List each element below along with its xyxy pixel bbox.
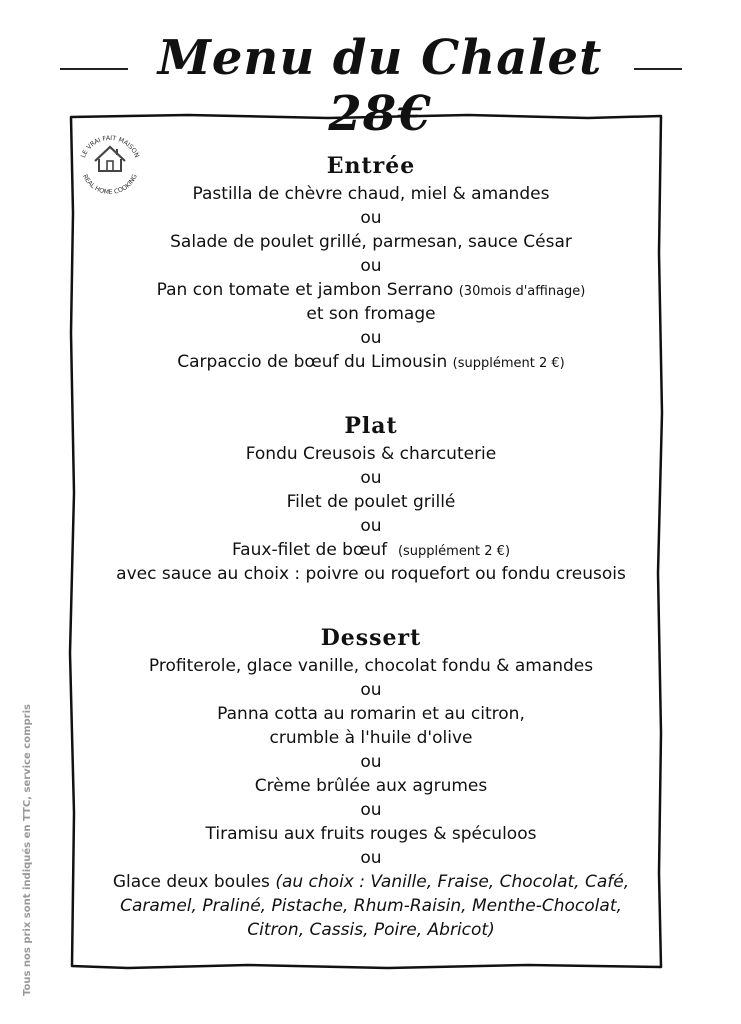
dessert-item-1: Profiterole, glace vanille, chocolat fondu & amandes	[148, 656, 594, 676]
dessert-item-2-cont: crumble à l'huile d'olive	[269, 728, 473, 748]
entree-item-3-name: Pan con tomate et jambon Serrano	[156, 280, 454, 300]
entree-item-3	[80, 278, 662, 302]
dessert-item-4: Tiramisu aux fruits rouges & spéculoos	[205, 824, 537, 844]
entree-item-2: Salade de poulet grillé, parmesan, sauce César	[170, 232, 572, 252]
plat-item-2: Filet de poulet grillé	[286, 492, 456, 512]
entree-item-3-cont: et son fromage	[306, 304, 436, 324]
dessert-item-5-choices-2: Caramel, Praliné, Pistache, Rhum-Raisin, Menthe-Chocolat,	[120, 896, 622, 916]
section-gap	[80, 586, 662, 622]
entree-item-4-name: Carpaccio de bœuf du Limousin	[177, 352, 448, 372]
plat-item-1: Fondu Creusois & charcuterie	[245, 444, 497, 464]
entree-or-2: ou	[360, 256, 382, 276]
title-rule-left	[60, 68, 128, 70]
menu-title: Menu du Chalet 28€	[157, 30, 603, 142]
dessert-item-5-choices-1: (au choix : Vanille, Fraise, Chocolat, Café,	[275, 872, 630, 892]
title-row	[0, 30, 741, 142]
dessert-or-4: ou	[360, 848, 382, 868]
entree-item-3-detail: (30mois d'affinage)	[458, 284, 586, 299]
section-title-plat: Plat	[344, 413, 398, 439]
entree-or-1: ou	[360, 208, 382, 228]
entree-or-3: ou	[360, 328, 382, 348]
stamp-top-text: LE VRAI FAIT MAISON	[79, 134, 141, 159]
title-rule-right	[634, 68, 682, 70]
plat-sauce-note: avec sauce au choix : poivre ou roquefort ou fondu creusois	[116, 564, 626, 584]
plat-or-2: ou	[360, 516, 382, 536]
entree-item-4-supplement: (supplément 2 €)	[452, 356, 565, 371]
entree-item-1: Pastilla de chèvre chaud, miel & amandes	[192, 184, 550, 204]
entree-item-4	[80, 350, 662, 374]
dessert-item-5-name: Glace deux boules	[112, 872, 270, 892]
dessert-or-3: ou	[360, 800, 382, 820]
dessert-item-5	[80, 870, 662, 894]
stamp-bottom-text: REAL HOME COOKING	[81, 173, 139, 197]
plat-item-3-supplement: (supplément 2 €)	[397, 544, 511, 559]
plat-item-3	[80, 538, 662, 562]
price-note: Tous nos prix sont indiqués en TTC, service compris	[22, 704, 33, 996]
dessert-or-1: ou	[360, 680, 382, 700]
menu-content	[80, 150, 662, 942]
dessert-item-2: Panna cotta au romarin et au citron,	[217, 704, 525, 724]
dessert-item-3: Crème brûlée aux agrumes	[254, 776, 488, 796]
dessert-item-5-choices-3: Citron, Cassis, Poire, Abricot)	[247, 920, 495, 940]
section-gap	[80, 374, 662, 410]
plat-or-1: ou	[360, 468, 382, 488]
dessert-or-2: ou	[360, 752, 382, 772]
section-title-entree: Entrée	[326, 153, 416, 179]
section-title-dessert: Dessert	[320, 625, 422, 651]
plat-item-3-name: Faux-filet de bœuf	[231, 540, 388, 560]
